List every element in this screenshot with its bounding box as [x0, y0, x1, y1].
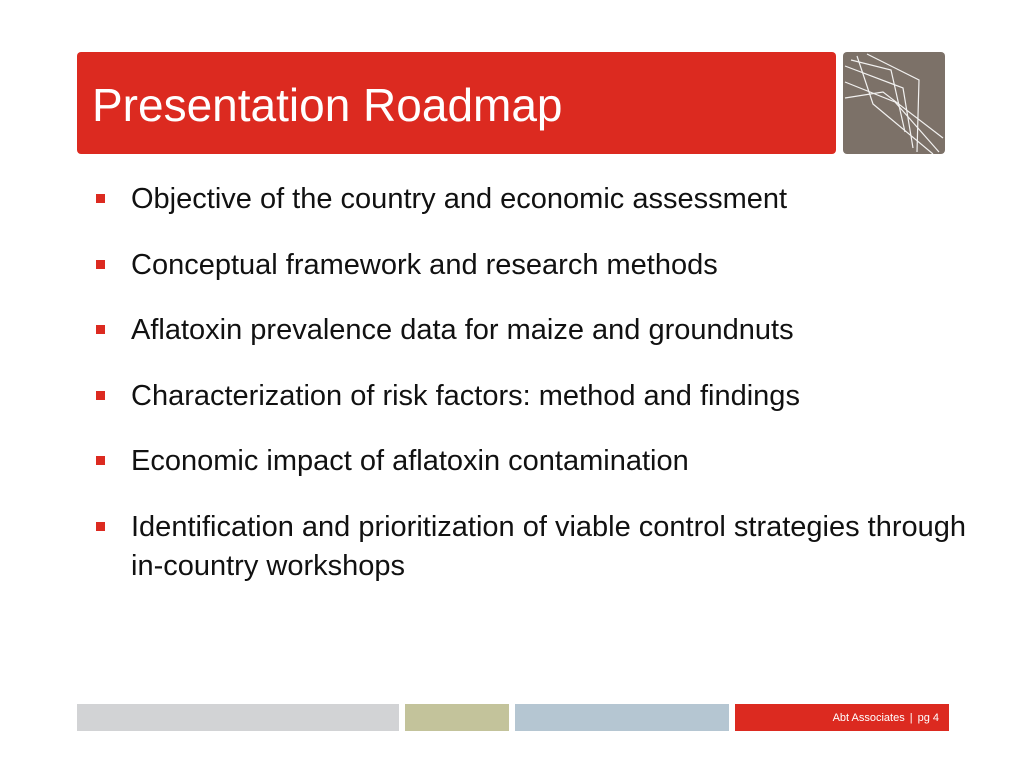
footer-company: Abt Associates	[832, 711, 905, 724]
bullet-text: Aflatoxin prevalence data for maize and groundnuts	[131, 314, 794, 346]
list-item	[94, 246, 974, 285]
footer-bar-red	[735, 704, 949, 731]
square-bullet-icon	[96, 391, 105, 400]
footer-bar-olive	[405, 704, 509, 731]
slide-title: Presentation Roadmap	[92, 79, 563, 131]
abt-associates-logo-icon	[843, 52, 945, 154]
bullet-text: Characterization of risk factors: method and findings	[131, 379, 800, 412]
list-item	[94, 180, 974, 219]
bullet-text: Conceptual framework and research methods	[131, 248, 718, 281]
bullet-text: Objective of the country and economic assessment	[131, 183, 788, 215]
square-bullet-icon	[96, 194, 105, 203]
page-number: pg 4	[917, 711, 939, 724]
square-bullet-icon	[96, 325, 105, 334]
square-bullet-icon	[96, 260, 105, 269]
title-bar	[77, 52, 836, 154]
list-item	[94, 508, 974, 586]
bullet-text: Economic impact of aflatoxin contamination	[131, 445, 689, 477]
logo-line-art-icon	[843, 52, 945, 154]
footer-bar-blue	[515, 704, 729, 731]
footer-separator: |	[909, 711, 913, 724]
bullet-list	[94, 180, 974, 612]
list-item	[94, 311, 974, 350]
bullet-text: Identification and prioritization of viable control strategies through in-country workshops	[131, 510, 967, 582]
footer-bar-grey	[77, 704, 399, 731]
square-bullet-icon	[96, 456, 105, 465]
square-bullet-icon	[96, 522, 105, 531]
list-item	[94, 377, 974, 416]
list-item	[94, 442, 974, 481]
